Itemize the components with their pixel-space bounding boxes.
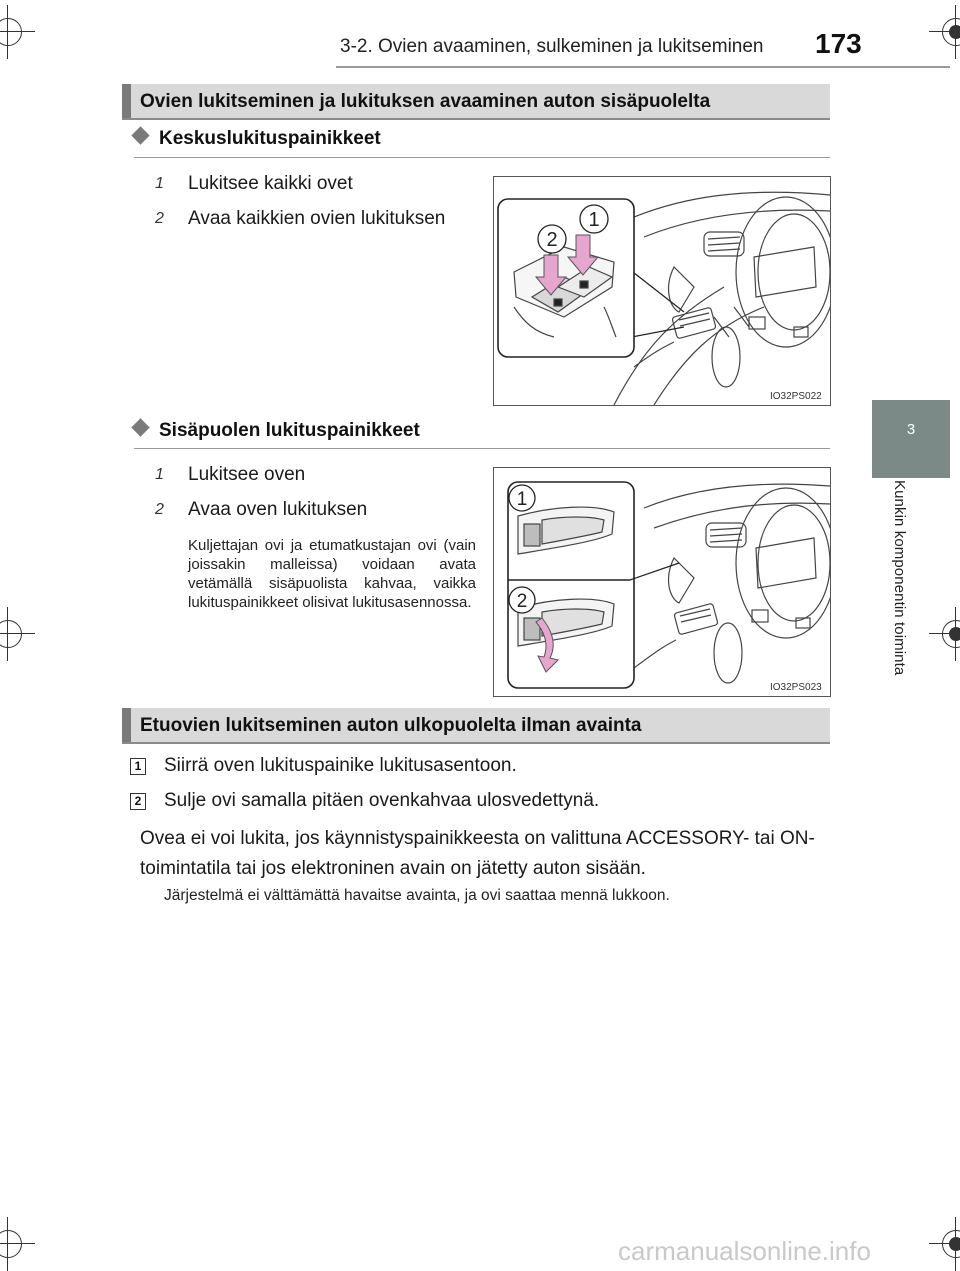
callout-2: 2 [516, 591, 528, 612]
body-paragraph: Ovea ei voi lukita, jos käynnistyspainikkeesta on valittuna ACCESSORY- tai ON-toimintatila tai jos elektroninen avain on jätetty auton sisään. [140, 828, 815, 879]
subheading-central-lock: Keskuslukituspainikkeet [128, 128, 381, 150]
running-title: 3-2. Ovien avaaminen, sulkeminen ja lukitseminen [340, 36, 764, 57]
section-header-interior-locking [122, 84, 830, 120]
door-illustration [494, 468, 830, 696]
dashboard-illustration [494, 177, 830, 405]
section-header-exterior-locking [122, 708, 830, 744]
step-text: Avaa kaikkien ovien lukituksen [188, 208, 446, 229]
figure-central-lock-switch [493, 176, 831, 406]
figure-code: IO32PS023 [770, 682, 822, 693]
watermark: carmanualsonline.info [618, 1236, 871, 1266]
callout-1: 1 [516, 489, 528, 510]
step-box-number: 2 [130, 793, 146, 810]
step-box-number: 1 [130, 758, 146, 775]
step-text: Sulje ovi samalla pitäen ovenkahvaa ulosvedettynä. [164, 790, 600, 811]
step-text: Lukitsee kaikki ovet [188, 173, 353, 194]
body-note: Järjestelmä ei välttämättä havaitse avainta, ja ovi saattaa mennä lukkoon. [164, 887, 670, 904]
callout-1: 1 [588, 209, 600, 231]
crop-mark-top-left [0, 18, 22, 46]
subheading-rule [134, 157, 830, 158]
callout-2: 2 [546, 229, 558, 251]
section-title: Ovien lukitseminen ja lukituksen avaaminen auton sisäpuolelta [140, 91, 711, 112]
crop-mark-top-right [942, 18, 960, 46]
step-number: 1 [155, 175, 164, 192]
crop-mark-mid-right [942, 620, 960, 648]
step-number: 2 [155, 501, 164, 518]
page-number: 173 [815, 28, 862, 59]
step-number: 2 [155, 210, 164, 227]
crop-mark-bottom-left [0, 1230, 22, 1258]
step-number: 1 [155, 466, 164, 483]
section-title: Etuovien lukitseminen auton ulkopuolelta ilman avainta [140, 715, 642, 736]
chapter-title: Kunkin komponentin toiminta [891, 480, 908, 676]
step-text: Avaa oven lukituksen [188, 499, 368, 520]
chapter-tab [872, 400, 950, 478]
step-text: Lukitsee oven [188, 464, 306, 485]
figure-inside-lock-button [493, 467, 831, 697]
subheading-inside-lock: Sisäpuolen lukituspainikkeet [128, 420, 420, 442]
subheading-rule [134, 448, 830, 449]
crop-mark-bottom-right [942, 1230, 960, 1258]
diamond-bullet-icon [131, 418, 149, 436]
figure-code: IO32PS022 [770, 391, 822, 402]
step-text: Siirrä oven lukituspainike lukitusasentoon. [164, 755, 517, 776]
chapter-number: 3 [906, 421, 916, 438]
diamond-bullet-icon [131, 126, 149, 144]
crop-mark-mid-left [0, 620, 22, 648]
header-rule [336, 66, 950, 68]
note-text: Kuljettajan ovi ja etumatkustajan ovi (vain joissakin malleissa) voidaan avata vetämällä sisäpuolista kahvaa, vaikka lukituspainikkeet olisivat lukitusasennossa. [188, 537, 476, 611]
